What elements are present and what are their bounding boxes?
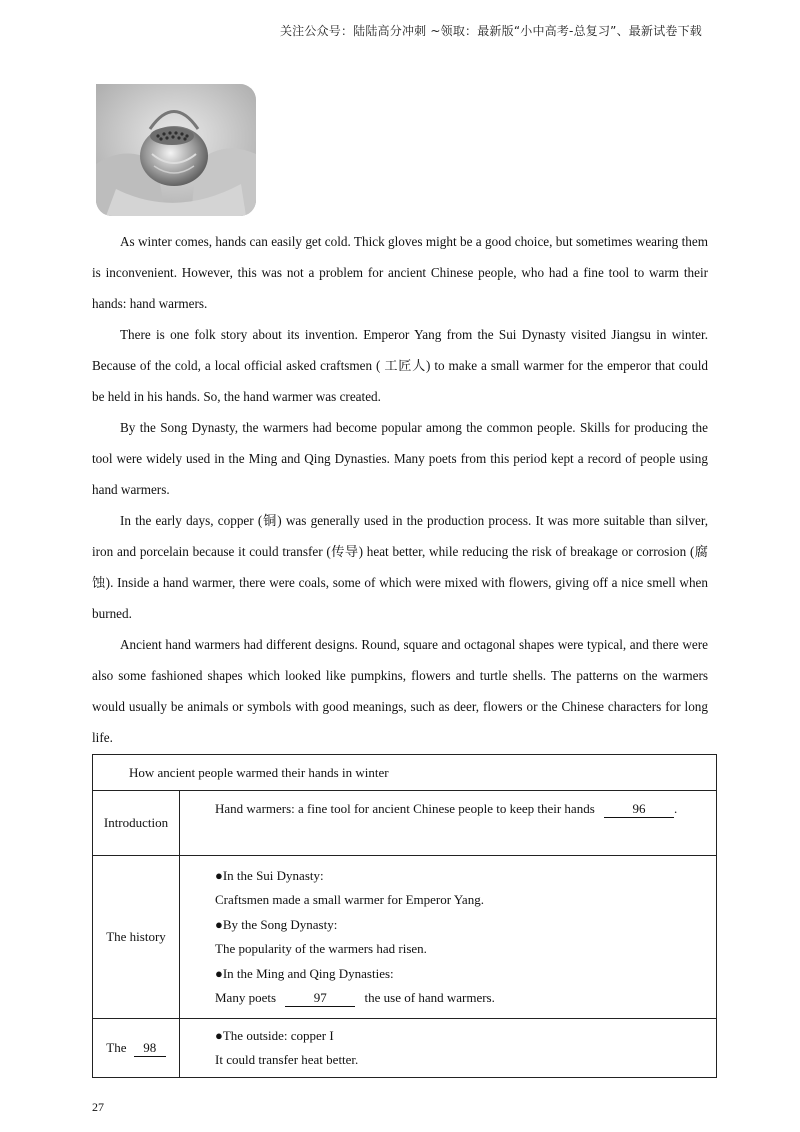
history-line: ●In the Ming and Qing Dynasties: xyxy=(215,965,394,981)
history-line: ●By the Song Dynasty: xyxy=(215,916,338,932)
row-label-introduction: Introduction xyxy=(93,791,180,856)
article-paragraph: Ancient hand warmers had different designs. Round, square and octagonal shapes were typical, and there were also some fashioned shapes which looked like pumpkins, flowers and turtle shells. The patterns on the warmers would usually be animals or symbols with good meanings, such as deer, flowers or the Chinese characters for long life. xyxy=(92,637,708,745)
article-body xyxy=(92,226,708,753)
article-paragraph: There is one folk story about its invention. Emperor Yang from the Sui Dynasty visited Jiangsu in winter. Because of the cold, a local official asked craftsmen ( 工匠人) to make a small warmer for the emperor that could be held in his hands. So, the hand warmer was created. xyxy=(92,327,708,404)
page-header: 关注公众号：陆陆高分冲刺 ~领取：最新版“小中高考-总复习”、最新试卷下载 xyxy=(279,24,702,38)
blank-96[interactable]: 96 xyxy=(604,801,674,818)
table-title: How ancient people warmed their hands in winter xyxy=(93,755,717,791)
row-label-history: The history xyxy=(93,856,180,1019)
row-label-design xyxy=(93,1019,180,1078)
design-line: It could transfer heat better. xyxy=(215,1052,359,1067)
label-text: The xyxy=(106,1039,127,1055)
intro-period: . xyxy=(674,801,678,816)
article-paragraph: By the Song Dynasty, the warmers had become popular among the common people. Skills for producing the tool were widely used in the Ming and Qing Dynasties. Many poets from this period kept a record of people using hand warmers. xyxy=(92,420,708,497)
hand-warmer-photo xyxy=(96,84,256,216)
history-line: Craftsmen made a small warmer for Emperor Yang. xyxy=(215,892,484,907)
row-content-introduction xyxy=(180,791,717,856)
article-paragraph: As winter comes, hands can easily get cold. Thick gloves might be a good choice, but sometimes wearing them is inconvenient. However, this was not a problem for ancient Chinese people, who had a fine tool to warm their hands: hand warmers. xyxy=(92,234,708,311)
intro-text: Hand warmers: a fine tool for ancient Chinese people to keep their hands xyxy=(215,801,595,816)
history-line: ●In the Sui Dynasty: xyxy=(215,867,324,883)
table-row xyxy=(93,1019,717,1078)
history-line: The popularity of the warmers had risen. xyxy=(215,941,427,956)
blank-97[interactable]: 97 xyxy=(285,990,355,1007)
history-text: the use of hand warmers. xyxy=(364,990,495,1005)
article-paragraph: In the early days, copper (铜) was generally used in the production process. It was more suitable than silver, iron and porcelain because it could transfer (传导) heat better, while reducing the risk of breakage or corrosion (腐蚀). Inside a hand warmer, there were coals, some of which were mixed with flowers, giving off a nice smell when burned. xyxy=(92,513,708,621)
blank-98[interactable]: 98 xyxy=(134,1040,166,1057)
history-text: Many poets xyxy=(215,990,277,1005)
summary-table xyxy=(92,754,717,1078)
design-line: ●The outside: copper I xyxy=(215,1027,334,1043)
hand-warmer-illustration xyxy=(96,84,256,216)
row-content-design xyxy=(180,1019,717,1078)
page-number: 27 xyxy=(92,1100,104,1114)
row-content-history xyxy=(180,856,717,1019)
history-line xyxy=(215,986,708,1011)
table-row xyxy=(93,791,717,856)
table-row xyxy=(93,856,717,1019)
